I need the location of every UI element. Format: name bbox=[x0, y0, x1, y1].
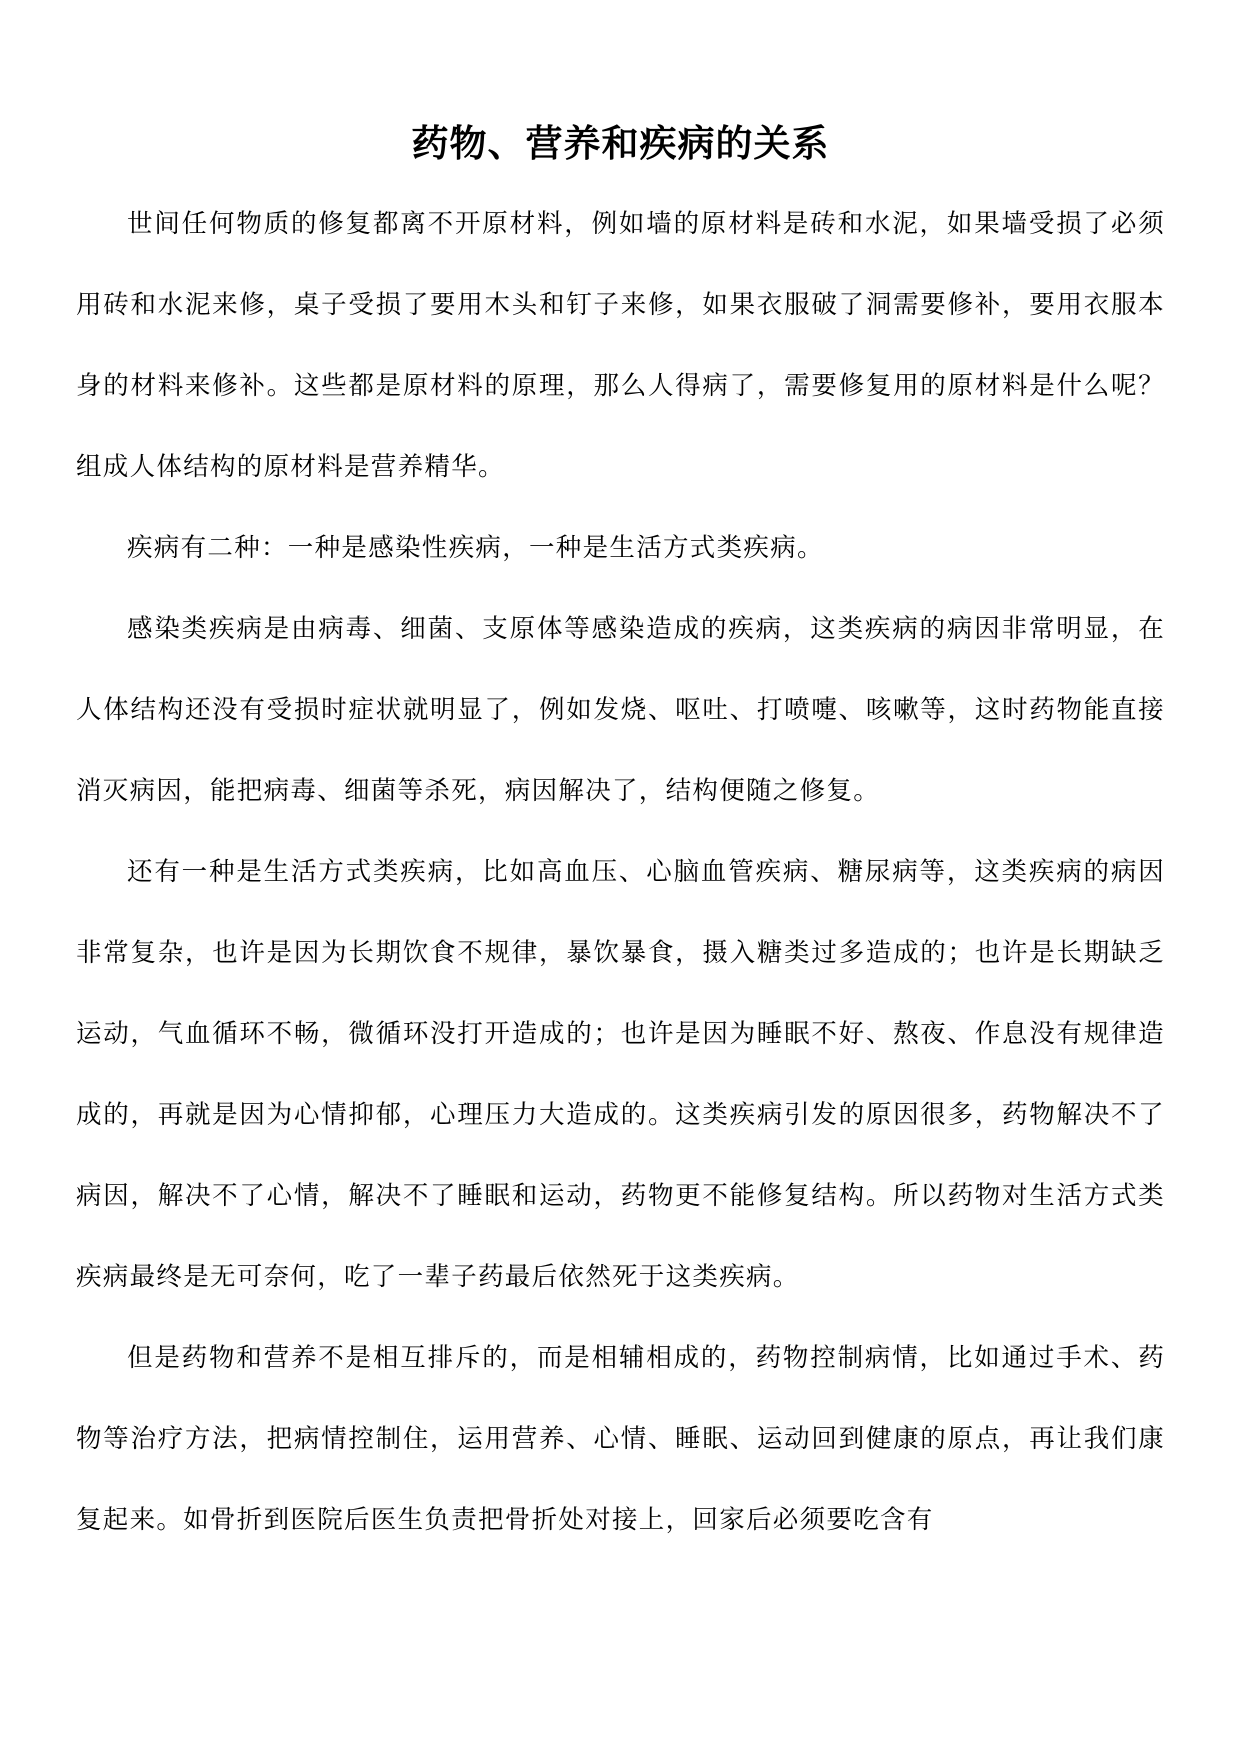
document-title: 药物、营养和疾病的关系 bbox=[411, 122, 830, 165]
paragraph-lifestyle-disease: 还有一种是生活方式类疾病，比如高血压、心脑血管疾病、糖尿病等，这类疾病的病因非常复杂，也许是因为长期饮食不规律，暴饮暴食，摄入糖类过多造成的；也许是长期缺乏运动，气血循环不畅，微循环没打开造成的；也许是因为睡眠不好、熬夜、作息没有规律造成的，再就是因为心情抑郁，心理压力大造成的。这类疾病引发的原因很多，药物解决不了病因，解决不了心情，解决不了睡眠和运动，药物更不能修复结构。所以药物对生活方式类疾病最终是无可奈何，吃了一辈子药最后依然死于这类疾病。 bbox=[76, 857, 1165, 1292]
paragraph-disease-types: 疾病有二种：一种是感染性疾病，一种是生活方式类疾病。 bbox=[127, 533, 824, 563]
document-body bbox=[76, 184, 1165, 1561]
paragraph-infectious-disease: 感染类疾病是由病毒、细菌、支原体等感染造成的疾病，这类疾病的病因非常明显，在人体结构还没有受损时症状就明显了，例如发烧、呕吐、打喷嚏、咳嗽等，这时药物能直接消灭病因，能把病毒、细菌等杀死，病因解决了，结构便随之修复。 bbox=[76, 614, 1165, 806]
paragraph-raw-materials: 世间任何物质的修复都离不开原材料，例如墙的原材料是砖和水泥，如果墙受损了必须用砖和水泥来修，桌子受损了要用木头和钉子来修，如果衣服破了洞需要修补，要用衣服本身的材料来修补。这些都是原材料的原理，那么人得病了，需要修复用的原材料是什么呢？组成人体结构的原材料是营养精华。 bbox=[76, 209, 1165, 482]
paragraph-medicine-and-nutrition: 但是药物和营养不是相互排斥的，而是相辅相成的，药物控制病情，比如通过手术、药物等治疗方法，把病情控制住，运用营养、心情、睡眠、运动回到健康的原点，再让我们康复起来。如骨折到医院后医生负责把骨折处对接上，回家后必须要吃含有 bbox=[76, 1343, 1165, 1535]
